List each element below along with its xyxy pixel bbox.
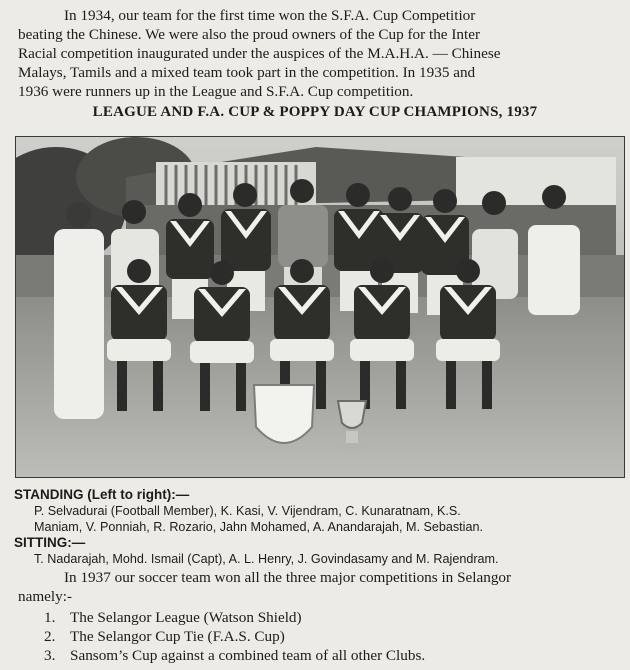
- closing-line: In 1937 our soccer team won all the three major competitions in Selangor: [64, 569, 512, 586]
- list-item: [44, 646, 624, 665]
- list-item-number: 2.: [44, 628, 56, 645]
- intro-line: beating the Chinese. We were also the proud owners of the Cup for the Inter: [18, 26, 481, 43]
- sitting-label: SITTING:—: [14, 535, 86, 550]
- standing-label: STANDING (Left to right):—: [14, 487, 190, 502]
- intro-line: Racial competition inaugurated under the auspices of the M.A.H.A. — Chinese: [18, 45, 501, 62]
- list-item-text: The Selangor Cup Tie (F.A.S. Cup): [70, 628, 285, 645]
- list-item-text: Sansom’s Cup against a combined team of all other Clubs.: [70, 647, 426, 664]
- list-item: [44, 627, 624, 646]
- intro-line: In 1934, our team for the first time won the S.F.A. Cup Competitior: [64, 7, 476, 24]
- list-item-text: The Selangor League (Watson Shield): [70, 609, 302, 626]
- intro-line: 1936 were runners up in the League and S.F.A. Cup competition.: [18, 83, 414, 100]
- competitions-list: [44, 608, 624, 665]
- standing-line: Maniam, V. Ponniah, R. Rozario, Jahn Mohamed, A. Anandarajah, M. Sebastian.: [34, 520, 483, 534]
- list-item: [44, 608, 624, 627]
- standing-names: [14, 487, 628, 535]
- closing-line: namely:-: [18, 588, 72, 605]
- sitting-names: [14, 535, 628, 567]
- photo-caption-title: LEAGUE AND F.A. CUP & POPPY DAY CUP CHAMPIONS, 1937: [92, 104, 538, 120]
- sitting-line: T. Nadarajah, Mohd. Ismail (Capt), A. L. Henry, J. Govindasamy and M. Rajendram.: [34, 552, 499, 566]
- closing-paragraph: [18, 568, 624, 606]
- intro-paragraph: [18, 6, 624, 101]
- list-item-number: 1.: [44, 609, 56, 626]
- team-photo-illustration: [16, 137, 624, 477]
- intro-line: Malays, Tamils and a mixed team took part in the competition. In 1935 and: [18, 64, 476, 81]
- standing-line: P. Selvadurai (Football Member), K. Kasi, V. Vijendram, C. Kunaratnam, K.S.: [34, 504, 461, 518]
- list-item-number: 3.: [44, 647, 56, 664]
- team-photograph: [15, 136, 625, 478]
